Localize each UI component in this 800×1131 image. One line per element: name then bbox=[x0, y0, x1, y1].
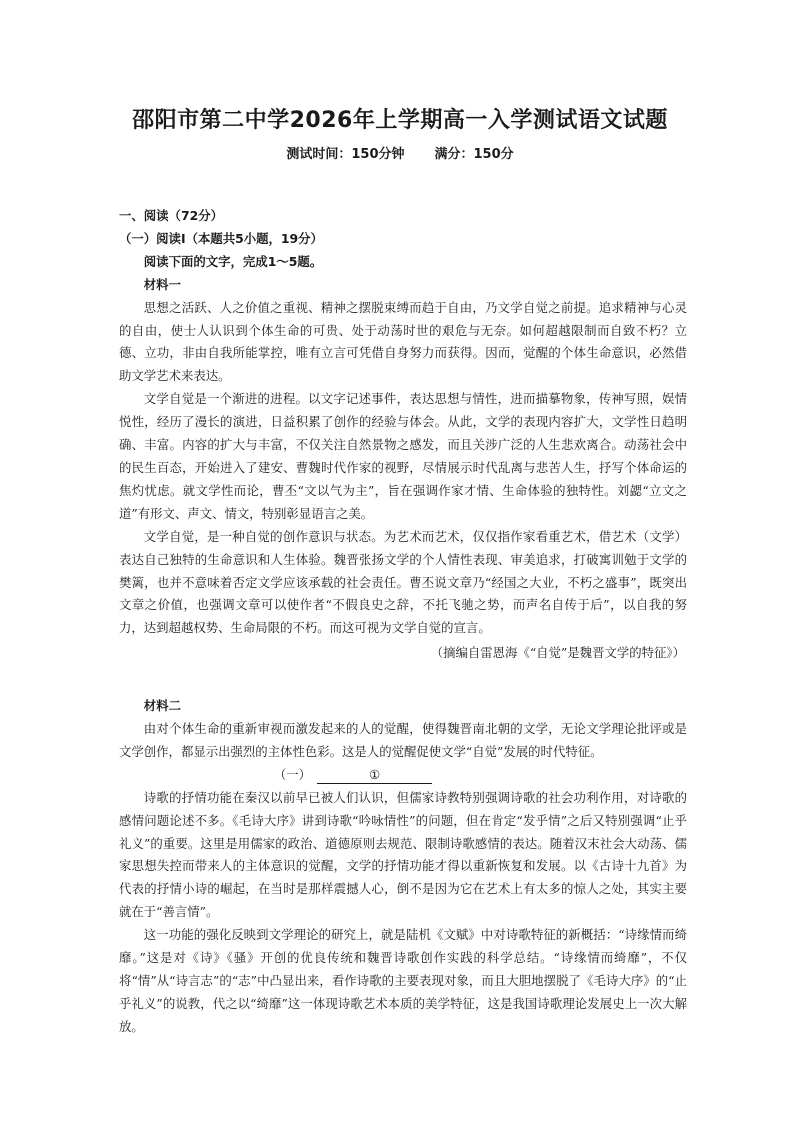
material-paragraph: 诗歌的抒情功能在秦汉以前早已被人们认识，但儒家诗教特别强调诗歌的社会功利作用，对诗歌的感情问题论述不多。《毛诗大序》讲到诗歌“吟咏情性”的问题，但在肯定“发乎情”之后又特别强调“止乎礼义”的重要。这里是用儒家的政治、道德原则去规范、限制诗歌感情的表达。随着汉末社会大动荡、儒家思想失控而带来人的主体意识的觉醒，文学的抒情功能才得以重新恢复和发展。以《古诗十九首》为代表的抒情小诗的崛起，在当时是那样震撼人心，倒不是因为它在艺术上有太多的惊人之处，其实主要就在于“善言情”。 bbox=[119, 789, 687, 920]
sub-section-heading: （一）阅读Ⅰ（本题共5小题，19分） bbox=[119, 230, 323, 246]
exam-info bbox=[0, 143, 800, 162]
time-label: 测试时间：150分钟 bbox=[286, 147, 405, 162]
material-paragraph: 这一功能的强化反映到文学理论的研究上，就是陆机《文赋》中对诗歌特征的新概括：“诗缘情而绮靡。”这是对《诗》《骚》开创的优良传统和魏晋诗歌创作实践的科学总结。“诗缘情而绮靡”，不仅将“情”从“诗言志”的“志”中凸显出来，看作诗歌的主要表现对象，而且大胆地摆脱了《毛诗大序》的“止乎礼义”的说教，代之以“绮靡”这一体现诗歌艺术本质的美学特征，这是我国诗歌理论发展史上一次大解放。 bbox=[119, 927, 687, 1034]
source-citation: （摘编自雷恩海《“自觉”是魏晋文学的特征》） bbox=[430, 645, 685, 661]
fill-in-blank bbox=[317, 767, 432, 784]
material-paragraph: 由对个体生命的重新审视而激发起来的人的觉醒，使得魏晋南北朝的文学，无论文学理论批评或是文学创作，都显示出强烈的主体性色彩。这是人的觉醒促使文学“自觉”发展的时代特征。 bbox=[119, 721, 687, 759]
section-number: （一） bbox=[273, 766, 312, 782]
material-paragraph: 文学自觉，是一种自觉的创作意识与状态。为艺术而艺术，仅仅指作家看重艺术，借艺术（文学）表达自己独特的生命意识和人生体验。魏晋张扬文学的个人情性表现、审美追求，打破寓训勉于文学的樊篱，也并不意味着否定文学应该承载的社会责任。曹丕说文章乃“经国之大业，不朽之盛事”，既突出文章之价值，也强调文章可以使作者“不假良史之辞，不托飞驰之势，而声名自传于后”，以自我的努力，达到超越权势、生命局限的不朽。而这可视为文学自觉的宣言。 bbox=[119, 528, 687, 636]
material-label: 材料一 bbox=[143, 276, 181, 292]
blank-marker: ① bbox=[369, 766, 381, 782]
material-label: 材料二 bbox=[143, 698, 181, 714]
exam-content bbox=[119, 205, 687, 1039]
score-label: 满分：150分 bbox=[434, 147, 514, 162]
material-paragraph: 文学自觉是一个渐进的进程。以文字记述事件，表达思想与情性，进而描摹物象，传神写照，娱情悦性，经历了漫长的演进，日益积累了创作的经验与体会。从此，文学的表现内容扩大，文学性日趋明确、丰富。内容的扩大与丰富，不仅关注自然景物之感发，而且关涉广泛的人生悲欢离合。动荡社会中的民生百态，开始进入了建安、曹魏时代作家的视野，尽情展示时代乱离与悲苦人生，抒写个体命运的焦灼忧虑。就文学性而论，曹丕“文以气为主”，旨在强调作家才情、生命体验的独特性。刘勰“立文之道”有形文、声文、情文，特别彰显语言之美。 bbox=[119, 391, 687, 521]
reading-instruction: 阅读下面的文字，完成1～5题。 bbox=[143, 253, 323, 269]
material-paragraph: 思想之活跃、人之价值之重视、精神之摆脱束缚而趋于自由，乃文学自觉之前提。追求精神与心灵的自由，使士人认识到个体生命的可贵、处于动荡时世的艰危与无奈。如何超越限制而自致不朽？立德、立功，非由自我所能掌控，唯有立言可凭借自身努力而获得。因而，觉醒的个体生命意识，必然借助文学艺术来表达。 bbox=[119, 299, 687, 384]
section-title-line bbox=[119, 764, 687, 787]
exam-title: 邵阳市第二中学2026年上学期高一入学测试语文试题 bbox=[132, 108, 668, 133]
section-heading: 一、阅读（72分） bbox=[119, 208, 223, 223]
